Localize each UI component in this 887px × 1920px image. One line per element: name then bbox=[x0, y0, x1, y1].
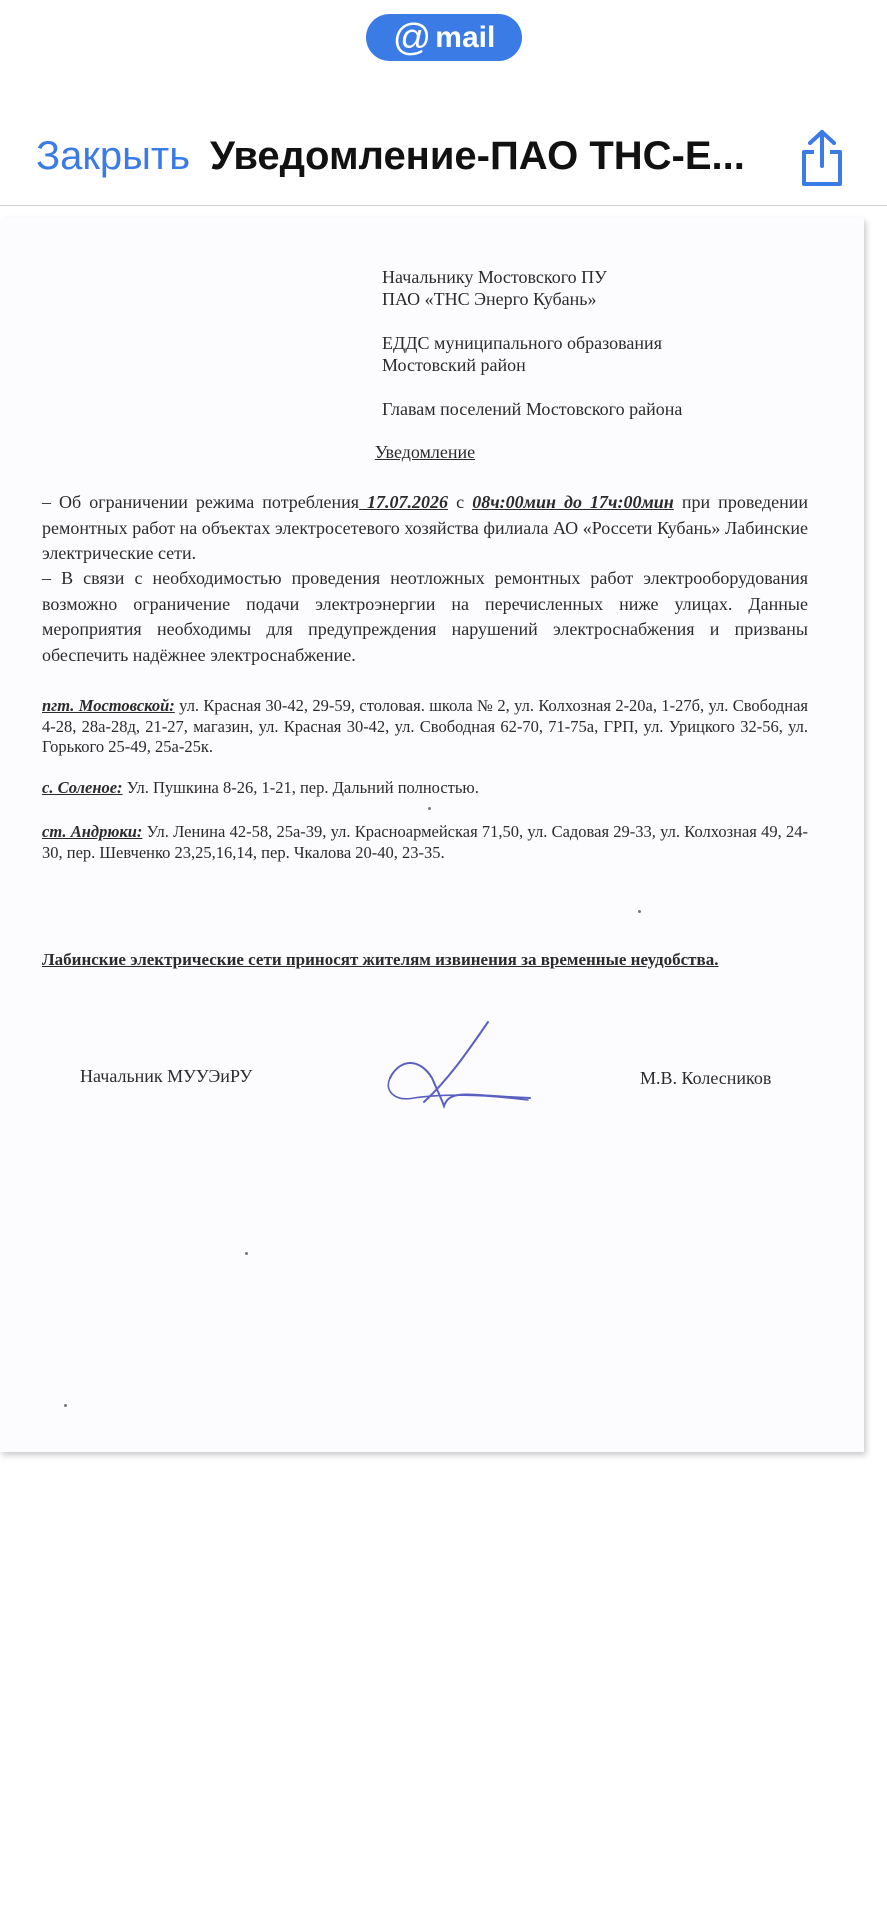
location-name: пгт. Мостовской: bbox=[42, 696, 175, 715]
mail-label: mail bbox=[435, 20, 496, 54]
paragraph-reason: – В связи с необходимостью проведения неотложных ремонтных работ электрооборудования возможно ограничение подачи электроэнергии на перечисленных ниже улицах. Данные мероприятия необходимы для предупреждения нарушений электроснабжения и призваны обеспечить надёжнее электроснабжение. bbox=[42, 568, 808, 665]
navigation-bar bbox=[0, 110, 887, 206]
signer-title: Начальник МУУЭиРУ bbox=[80, 1066, 253, 1086]
paragraph-restriction bbox=[42, 490, 808, 567]
scan-speck bbox=[428, 807, 431, 810]
mail-app-pill[interactable] bbox=[366, 14, 522, 61]
restriction-prefix: – Об ограничении режима потребления bbox=[42, 492, 359, 512]
location-solenoe bbox=[42, 778, 808, 799]
document-heading: Уведомление bbox=[374, 442, 476, 462]
location-name: ст. Андрюки: bbox=[42, 822, 143, 841]
signer-name: М.В. Колесников bbox=[640, 1068, 772, 1088]
share-icon[interactable] bbox=[798, 128, 846, 190]
scan-speck bbox=[245, 1252, 248, 1255]
restriction-time: 08ч:00мин до 17ч:00мин bbox=[472, 492, 674, 512]
addressee-line: Главам поселений Мостовского района bbox=[382, 399, 683, 419]
location-streets: ул. Красная 30-42, 29-59, столовая. школа № 2, ул. Колхозная 2-20а, 1-27б, ул. Свободная 4-28, 28а-28д, 21-27, магазин, ул. Красная 30-42, ул. Свободная 62-70, 71-75а, ГРП, ул. Урицкого 32-56, ул. Горького 25-49, 25а-25к. bbox=[42, 696, 808, 756]
addressee-block-1 bbox=[382, 266, 607, 310]
location-streets: Ул. Пушкина 8-26, 1-21, пер. Дальний полностью. bbox=[122, 778, 479, 797]
addressee-block-3 bbox=[382, 398, 682, 420]
addressee-line: ЕДДС муниципального образования bbox=[382, 333, 662, 353]
at-icon: @ bbox=[392, 16, 432, 59]
document-page[interactable] bbox=[0, 218, 864, 1452]
apology-line: Лабинские электрические сети приносят жителям извинения за временные неудобства. bbox=[42, 950, 719, 969]
restriction-date: 17.07.2026 bbox=[359, 492, 449, 512]
handwritten-signature bbox=[380, 1018, 540, 1118]
location-mostovskoy bbox=[42, 696, 808, 758]
addressee-line: Мостовский район bbox=[382, 355, 526, 375]
scan-speck bbox=[638, 910, 641, 913]
location-andryuki bbox=[42, 822, 808, 863]
addressee-block-2 bbox=[382, 332, 662, 376]
document-title: Уведомление-ПАО ТНС-Е... bbox=[210, 134, 745, 178]
addressee-line: ПАО «ТНС Энерго Кубань» bbox=[382, 289, 597, 309]
restriction-from: с bbox=[448, 492, 473, 512]
addressee-line: Начальнику Мостовского ПУ bbox=[382, 267, 607, 287]
close-button[interactable]: Закрыть bbox=[36, 134, 191, 178]
location-streets: Ул. Ленина 42-58, 25а-39, ул. Красноармейская 71,50, ул. Садовая 29-33, ул. Колхозная 49, 24-30, пер. Шевченко 23,25,16,14, пер. Чкалова 20-40, 23-35. bbox=[42, 822, 808, 862]
location-name: с. Соленое: bbox=[42, 778, 123, 797]
scan-speck bbox=[64, 1404, 67, 1407]
restriction-rest: при проведении ремонтных работ на объектах электросетевого хозяйства филиала АО «Россети Кубань» Лабинские электрические сети. bbox=[42, 492, 809, 563]
